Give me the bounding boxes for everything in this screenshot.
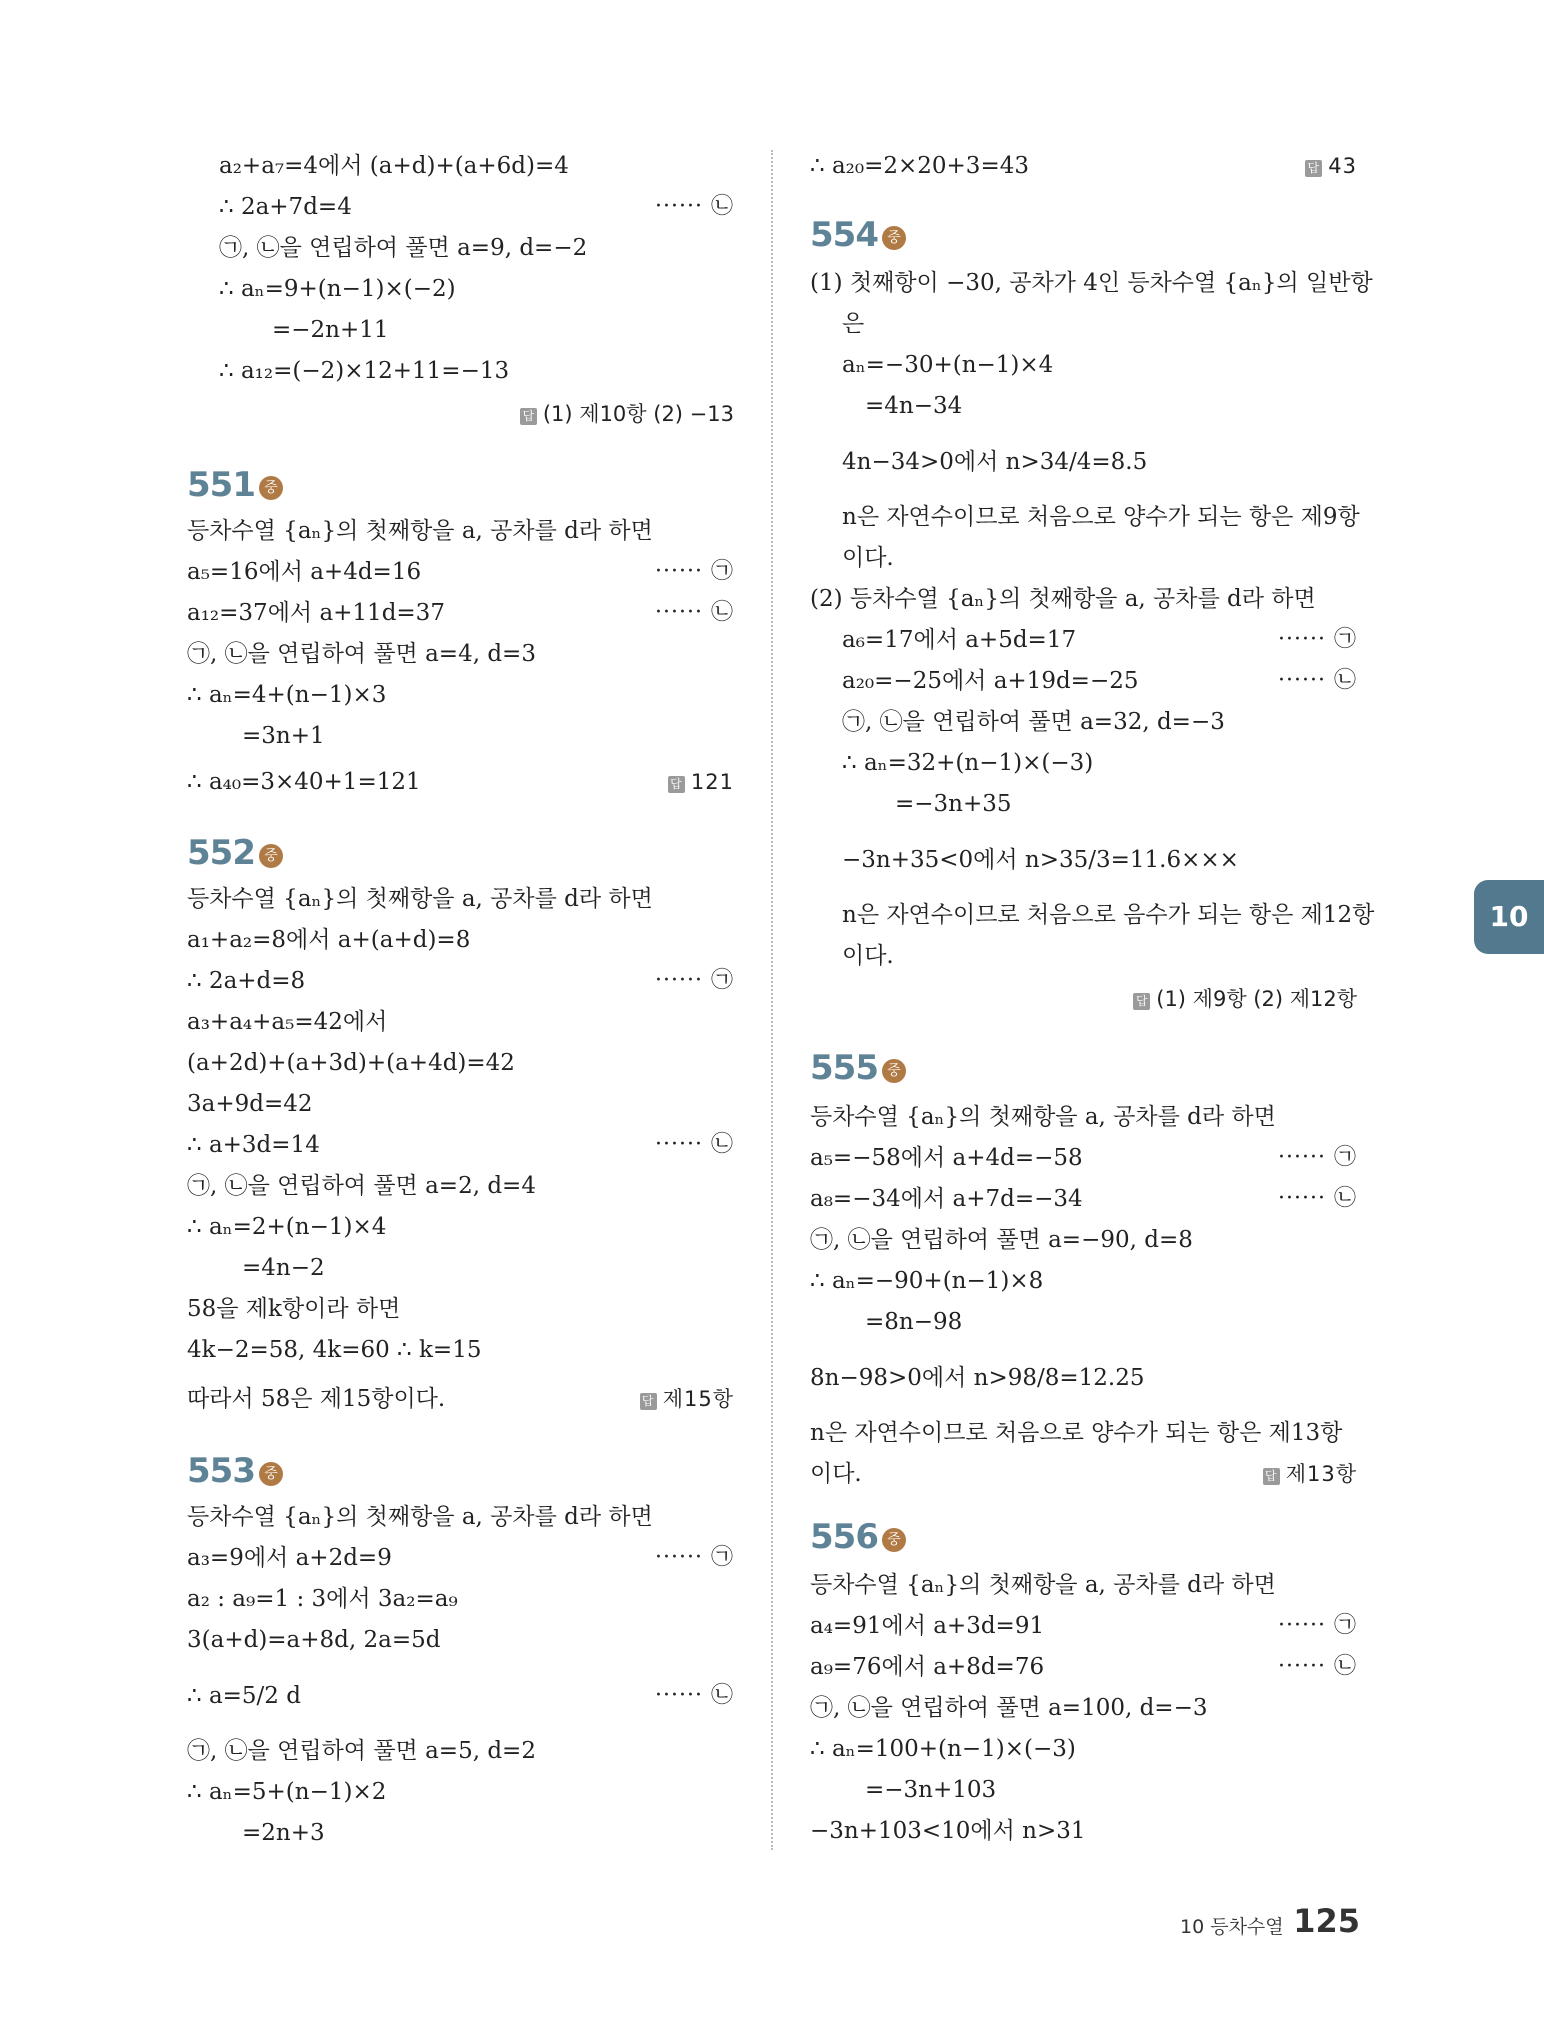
answer-text: 43 <box>1328 154 1357 178</box>
solution-line <box>810 1810 1357 1852</box>
solution-line <box>810 783 1357 825</box>
solution-line <box>187 350 734 392</box>
solution-line <box>187 761 734 803</box>
solution-line <box>187 1496 734 1538</box>
solution-text: a₂ : a₉=1 : 3에서 3a₂=a₉ <box>187 1586 458 1612</box>
solution-line <box>187 268 734 310</box>
solution-text: =2n+3 <box>242 1820 325 1846</box>
solution-line <box>187 592 734 634</box>
solution-line <box>810 145 1357 187</box>
answer-badge: 답 <box>1133 993 1150 1010</box>
solution-text: ㉠, ㉡을 연립하여 풀면 a=32, d=−3 <box>842 709 1225 735</box>
solution-line <box>810 701 1357 743</box>
answer-text: (1) 제9항 (2) 제12항 <box>1156 987 1357 1011</box>
inline-answer <box>1263 1453 1357 1495</box>
column-divider <box>771 150 773 1850</box>
equation-marker: ······ ㉡ <box>1278 1654 1357 1679</box>
solution-text: ∴ a₄₀=3×40+1=121 <box>187 769 421 795</box>
solution-text: 은 <box>842 311 865 337</box>
solution-text: 따라서 58은 제15항이다. <box>187 1386 446 1412</box>
inline-answer <box>1305 145 1357 187</box>
solution-line <box>810 935 1357 977</box>
solution-line <box>187 1378 734 1420</box>
solution-text: =−3n+35 <box>895 791 1012 817</box>
solution-text: ∴ a₂₀=2×20+3=43 <box>810 153 1029 179</box>
difficulty-badge: 중 <box>259 476 283 500</box>
solution-line <box>187 960 734 1002</box>
equation-marker: ······ ㉡ <box>1278 1186 1357 1211</box>
solution-text: n은 자연수이므로 처음으로 양수가 되는 항은 제9항 <box>842 504 1360 530</box>
solution-text: ㉠, ㉡을 연립하여 풀면 a=4, d=3 <box>187 641 536 667</box>
solution-line <box>810 537 1357 579</box>
solution-line <box>187 551 734 593</box>
problem-header <box>187 1448 283 1494</box>
solution-line <box>810 1769 1357 1811</box>
solution-line <box>810 262 1373 304</box>
solution-text: −3n+35<0에서 n>35/3=11.6××× <box>842 847 1239 873</box>
solution-line <box>810 1564 1357 1606</box>
solution-text: ㉠, ㉡을 연립하여 풀면 a=100, d=−3 <box>810 1695 1208 1721</box>
solution-line <box>810 894 1375 936</box>
solution-line <box>810 1687 1357 1729</box>
solution-line <box>810 660 1357 702</box>
solution-line <box>187 1675 734 1717</box>
solution-line <box>187 1578 734 1620</box>
solution-line <box>187 309 734 351</box>
solution-text: ㉠, ㉡을 연립하여 풀면 a=9, d=−2 <box>219 235 588 261</box>
solution-line <box>810 1728 1357 1770</box>
chapter-side-tab-label: 10 <box>1489 900 1529 933</box>
solution-text: 8n−98>0에서 n>98/8=12.25 <box>810 1365 1145 1391</box>
solution-text: ㉠, ㉡을 연립하여 풀면 a=−90, d=8 <box>810 1227 1193 1253</box>
solution-text: a₃+a₄+a₅=42에서 <box>187 1009 388 1035</box>
equation-marker: ······ ㉠ <box>655 1545 734 1570</box>
problem-number: 556 <box>810 1517 878 1557</box>
solution-text: a₉=76에서 a+8d=76 <box>810 1654 1045 1680</box>
solution-line <box>187 674 734 716</box>
solution-line <box>187 1165 734 1207</box>
solution-text: =−3n+103 <box>865 1777 997 1803</box>
solution-line <box>187 1042 734 1084</box>
solution-line <box>810 1301 1357 1343</box>
solution-text: =−2n+11 <box>272 317 389 343</box>
difficulty-badge: 중 <box>882 226 906 250</box>
chapter-side-tab <box>1474 880 1544 954</box>
solution-line <box>187 633 734 675</box>
solution-text: ∴ aₙ=2+(n−1)×4 <box>187 1214 387 1240</box>
solution-text: =4n−2 <box>242 1255 325 1281</box>
solution-text: =4n−34 <box>865 393 963 419</box>
solution-text: 이다. <box>842 943 894 969</box>
problem-number: 551 <box>187 465 255 505</box>
solution-text: a₁₂=37에서 a+11d=37 <box>187 600 445 626</box>
problem-header <box>810 212 906 258</box>
solution-text: a₅=−58에서 a+4d=−58 <box>810 1145 1083 1171</box>
solution-text: ∴ aₙ=4+(n−1)×3 <box>187 682 387 708</box>
solution-line <box>810 1357 1357 1399</box>
solution-text: 등차수열 {aₙ}의 첫째항을 a, 공차를 d라 하면 <box>187 518 653 544</box>
answer-text: 121 <box>690 770 734 794</box>
solution-line <box>187 878 734 920</box>
solution-line <box>187 1771 734 1813</box>
equation-marker: ······ ㉠ <box>655 968 734 993</box>
solution-text: ∴ aₙ=32+(n−1)×(−3) <box>842 750 1094 776</box>
equation-marker: ······ ㉠ <box>655 559 734 584</box>
solution-text: a₁+a₂=8에서 a+(a+d)=8 <box>187 927 471 953</box>
solution-text: a₂+a₇=4에서 (a+d)+(a+6d)=4 <box>219 153 569 179</box>
solution-text: 3a+9d=42 <box>187 1091 313 1117</box>
solution-line <box>187 1537 734 1579</box>
answer-text: (1) 제10항 (2) −13 <box>542 402 734 426</box>
solution-text: 등차수열 {aₙ}의 첫째항을 a, 공차를 d라 하면 <box>810 1572 1276 1598</box>
equation-marker: ······ ㉠ <box>1278 627 1357 652</box>
solution-text: 이다. <box>842 545 894 571</box>
solution-text: a₈=−34에서 a+7d=−34 <box>810 1186 1083 1212</box>
solution-text: a₅=16에서 a+4d=16 <box>187 559 422 585</box>
solution-text: 등차수열 {aₙ}의 첫째항을 a, 공차를 d라 하면 <box>187 886 653 912</box>
solution-line <box>810 742 1357 784</box>
answer-line <box>187 393 734 435</box>
solution-text: 등차수열 {aₙ}의 첫째항을 a, 공차를 d라 하면 <box>810 1104 1276 1130</box>
solution-line <box>187 1288 734 1330</box>
answer-line <box>810 978 1357 1020</box>
solution-line <box>187 1083 734 1125</box>
equation-marker: ······ ㉡ <box>655 1683 734 1708</box>
solution-text: 이다. <box>810 1461 862 1487</box>
answer-text: 제15항 <box>662 1387 734 1411</box>
answer-text: 제13항 <box>1285 1462 1357 1486</box>
solution-text: ∴ a₁₂=(−2)×12+11=−13 <box>219 358 510 384</box>
problem-header <box>810 1045 906 1091</box>
solution-line <box>810 839 1357 881</box>
solution-line <box>810 578 1357 620</box>
solution-line <box>187 1001 734 1043</box>
solution-text: ∴ aₙ=−90+(n−1)×8 <box>810 1268 1044 1294</box>
solution-line <box>810 1219 1357 1261</box>
solution-line <box>187 145 734 187</box>
solution-line <box>187 1619 734 1661</box>
solution-line <box>810 441 1357 483</box>
solution-line <box>187 1730 734 1772</box>
solution-line <box>187 1206 734 1248</box>
solution-line <box>810 1412 1357 1454</box>
equation-marker: ······ ㉡ <box>655 194 734 219</box>
solution-text: (1) 첫째항이 −30, 공차가 4인 등차수열 {aₙ}의 일반항 <box>810 270 1373 296</box>
solution-line <box>187 715 734 757</box>
solution-text: 등차수열 {aₙ}의 첫째항을 a, 공차를 d라 하면 <box>187 1504 653 1530</box>
inline-answer <box>668 761 734 803</box>
solution-text: a₂₀=−25에서 a+19d=−25 <box>842 668 1139 694</box>
solution-text: aₙ=−30+(n−1)×4 <box>842 352 1054 378</box>
answer-badge: 답 <box>668 776 685 793</box>
solution-line <box>810 1178 1357 1220</box>
solution-line <box>187 227 734 269</box>
solution-line <box>810 1605 1357 1647</box>
solution-line <box>810 303 1357 345</box>
difficulty-badge: 중 <box>882 1059 906 1083</box>
solution-text: ∴ a+3d=14 <box>187 1132 320 1158</box>
solution-line <box>810 1260 1357 1302</box>
solution-text: a₃=9에서 a+2d=9 <box>187 1545 392 1571</box>
solution-text: n은 자연수이므로 처음으로 음수가 되는 항은 제12항 <box>842 902 1375 928</box>
solution-text: ∴ aₙ=9+(n−1)×(−2) <box>219 276 456 302</box>
solution-text: ㉠, ㉡을 연립하여 풀면 a=5, d=2 <box>187 1738 536 1764</box>
problem-header <box>187 830 283 876</box>
answer-badge: 답 <box>520 408 537 425</box>
solution-line <box>810 496 1360 538</box>
solution-text: ∴ aₙ=5+(n−1)×2 <box>187 1779 387 1805</box>
solution-line <box>187 1812 734 1854</box>
difficulty-badge: 중 <box>259 844 283 868</box>
solution-text: =8n−98 <box>865 1309 963 1335</box>
solution-text: ∴ a=5/2 d <box>187 1683 301 1709</box>
solution-text: (a+2d)+(a+3d)+(a+4d)=42 <box>187 1050 515 1076</box>
solution-line <box>810 1137 1357 1179</box>
solution-text: ∴ aₙ=100+(n−1)×(−3) <box>810 1736 1076 1762</box>
difficulty-badge: 중 <box>882 1528 906 1552</box>
page-footer <box>1180 1900 1360 1942</box>
answer-badge: 답 <box>640 1393 657 1410</box>
solution-line <box>810 1096 1357 1138</box>
problem-number: 553 <box>187 1451 255 1491</box>
solution-line <box>810 1453 1357 1495</box>
solution-line <box>187 1329 734 1371</box>
solution-text: ∴ 2a+7d=4 <box>219 194 352 220</box>
solution-text: 58을 제k항이라 하면 <box>187 1296 401 1322</box>
equation-marker: ······ ㉠ <box>1278 1145 1357 1170</box>
problem-number: 555 <box>810 1048 878 1088</box>
solution-text: −3n+103<10에서 n>31 <box>810 1818 1086 1844</box>
solution-text: =3n+1 <box>242 723 325 749</box>
footer-chapter-title: 10 등차수열 <box>1180 1916 1284 1938</box>
problem-header <box>187 462 283 508</box>
solution-text: 4n−34>0에서 n>34/4=8.5 <box>842 449 1148 475</box>
solution-text: 3(a+d)=a+8d, 2a=5d <box>187 1627 441 1653</box>
equation-marker: ······ ㉡ <box>655 600 734 625</box>
inline-answer <box>640 1378 734 1420</box>
equation-marker: ······ ㉡ <box>655 1132 734 1157</box>
answer-badge: 답 <box>1263 1468 1280 1485</box>
solution-line <box>187 510 734 552</box>
solution-line <box>810 385 1357 427</box>
problem-number: 554 <box>810 215 878 255</box>
solution-text: a₄=91에서 a+3d=91 <box>810 1613 1045 1639</box>
solution-line <box>187 186 734 228</box>
solution-text: (2) 등차수열 {aₙ}의 첫째항을 a, 공차를 d라 하면 <box>810 586 1316 612</box>
equation-marker: ······ ㉡ <box>1278 668 1357 693</box>
page-number: 125 <box>1293 1902 1360 1940</box>
problem-number: 552 <box>187 833 255 873</box>
difficulty-badge: 중 <box>259 1462 283 1486</box>
problem-header <box>810 1514 906 1560</box>
solution-line <box>810 344 1357 386</box>
solution-line <box>187 919 734 961</box>
equation-marker: ······ ㉠ <box>1278 1613 1357 1638</box>
solution-text: n은 자연수이므로 처음으로 양수가 되는 항은 제13항 <box>810 1420 1343 1446</box>
solution-line <box>810 1646 1357 1688</box>
solution-text: 4k−2=58, 4k=60 ∴ k=15 <box>187 1337 482 1363</box>
solution-text: ∴ 2a+d=8 <box>187 968 306 994</box>
answer-badge: 답 <box>1305 160 1322 177</box>
solution-line <box>810 619 1357 661</box>
solution-text: ㉠, ㉡을 연립하여 풀면 a=2, d=4 <box>187 1173 536 1199</box>
solution-line <box>187 1247 734 1289</box>
solution-text: a₆=17에서 a+5d=17 <box>842 627 1077 653</box>
solution-line <box>187 1124 734 1166</box>
